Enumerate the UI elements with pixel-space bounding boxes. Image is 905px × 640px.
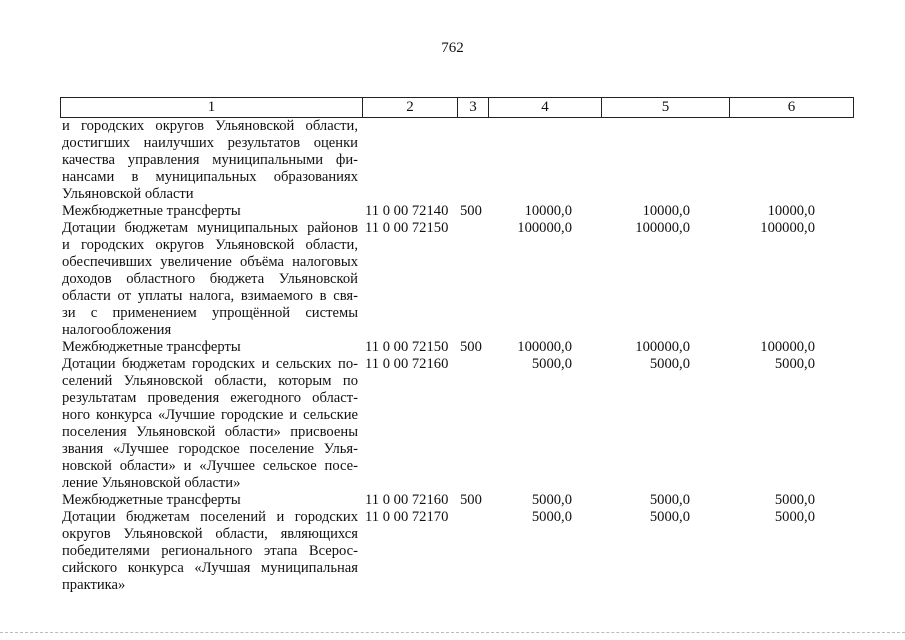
description-line: победителями регионального этапа Всерос- bbox=[62, 543, 358, 559]
row-expense-type bbox=[460, 509, 490, 594]
page-number: 762 bbox=[441, 40, 464, 56]
description-line: новской области» и «Лучшее сельское посе- bbox=[62, 458, 358, 474]
description-line: селений Ульяновской области, которым по bbox=[62, 373, 358, 389]
row-value-col6: 100000,0 bbox=[760, 339, 815, 355]
table-row bbox=[62, 339, 815, 356]
header-col-4: 4 bbox=[489, 98, 602, 117]
row-description bbox=[62, 339, 358, 356]
table-row bbox=[62, 118, 815, 203]
table-body bbox=[62, 118, 815, 594]
description-line: Межбюджетные трансферты bbox=[62, 492, 241, 508]
description-line: звания «Лучшее городское поселение Улья- bbox=[62, 441, 358, 457]
description-line: и городских округов Ульяновской области, bbox=[62, 118, 358, 134]
description-line: ление Ульяновской области» bbox=[62, 475, 241, 491]
row-description bbox=[62, 509, 358, 594]
row-value-col4: 100000,0 bbox=[517, 220, 572, 236]
table-row bbox=[62, 220, 815, 339]
row-code: 11 0 00 72150 bbox=[365, 220, 449, 236]
row-value-col5: 10000,0 bbox=[642, 203, 690, 219]
row-code: 11 0 00 72160 bbox=[365, 356, 449, 372]
row-value-col4: 10000,0 bbox=[524, 203, 572, 219]
row-value-col4: 5000,0 bbox=[531, 356, 572, 372]
row-expense-type bbox=[460, 220, 490, 339]
row-description bbox=[62, 356, 358, 492]
table-row bbox=[62, 509, 815, 594]
row-value-col5 bbox=[572, 118, 690, 203]
description-line: Дотации бюджетам поселений и городских bbox=[62, 509, 358, 525]
description-line: нансами в муниципальных образованиях bbox=[62, 169, 358, 185]
header-col-5: 5 bbox=[602, 98, 730, 117]
description-line: Межбюджетные трансферты bbox=[62, 203, 241, 219]
row-value-col6: 100000,0 bbox=[760, 220, 815, 236]
description-line: поселения Ульяновской области» присвоены bbox=[62, 424, 358, 440]
header-col-6: 6 bbox=[787, 99, 796, 115]
row-value-col6 bbox=[690, 118, 815, 203]
description-line: налогообложения bbox=[62, 322, 172, 338]
row-code: 11 0 00 72140 bbox=[365, 203, 449, 219]
row-value-col5: 5000,0 bbox=[649, 356, 690, 372]
description-line: сийского конкурса «Лучшая муниципальная bbox=[62, 560, 358, 576]
description-line: практика» bbox=[62, 577, 126, 593]
row-code bbox=[358, 118, 460, 203]
description-line: зи с применением упрощённой системы bbox=[62, 305, 358, 321]
description-line: качества управления муниципальными фи- bbox=[62, 152, 358, 168]
row-code: 11 0 00 72170 bbox=[365, 509, 449, 525]
table-row bbox=[62, 203, 815, 220]
table-row bbox=[62, 356, 815, 492]
row-value-col5: 100000,0 bbox=[635, 339, 690, 355]
description-line: Ульяновской области bbox=[62, 186, 194, 202]
row-code: 11 0 00 72160 bbox=[365, 492, 449, 508]
header-col-2: 2 bbox=[363, 98, 458, 117]
description-line: достигших наилучших результатов оценки bbox=[62, 135, 358, 151]
description-line: доходов областного бюджета Ульяновской bbox=[62, 271, 358, 287]
row-value-col6: 5000,0 bbox=[774, 356, 815, 372]
row-value-col4: 5000,0 bbox=[531, 492, 572, 508]
row-value-col5: 5000,0 bbox=[649, 492, 690, 508]
description-line: результатам проведения ежегодного област- bbox=[62, 390, 358, 406]
row-value-col6: 10000,0 bbox=[767, 203, 815, 219]
row-value-col6: 5000,0 bbox=[774, 492, 815, 508]
row-value-col4 bbox=[490, 118, 572, 203]
row-value-col4: 100000,0 bbox=[517, 339, 572, 355]
row-expense-type bbox=[460, 356, 490, 492]
row-description bbox=[62, 118, 358, 203]
row-description bbox=[62, 492, 358, 509]
header-col-3: 3 bbox=[458, 98, 489, 117]
row-expense-type: 500 bbox=[460, 203, 482, 219]
row-code: 11 0 00 72150 bbox=[365, 339, 449, 355]
row-expense-type: 500 bbox=[460, 492, 482, 508]
row-value-col5: 5000,0 bbox=[649, 509, 690, 525]
description-line: Дотации бюджетам городских и сельских по- bbox=[62, 356, 358, 372]
table-header bbox=[60, 97, 854, 118]
description-line: обеспечивших увеличение объёма налоговых bbox=[62, 254, 358, 270]
row-expense-type: 500 bbox=[460, 339, 482, 355]
row-value-col6: 5000,0 bbox=[774, 509, 815, 525]
description-line: округов Ульяновской области, являющихся bbox=[62, 526, 358, 542]
row-value-col5: 100000,0 bbox=[635, 220, 690, 236]
header-col-1: 1 bbox=[61, 98, 363, 117]
table-row bbox=[62, 492, 815, 509]
description-line: Межбюджетные трансферты bbox=[62, 339, 241, 355]
row-value-col4: 5000,0 bbox=[531, 509, 572, 525]
row-expense-type bbox=[460, 118, 490, 203]
scan-edge bbox=[0, 632, 905, 634]
description-line: Дотации бюджетам муниципальных районов bbox=[62, 220, 358, 236]
description-line: области от уплаты налога, взимаемого в свя- bbox=[62, 288, 358, 304]
description-line: и городских округов Ульяновской области, bbox=[62, 237, 358, 253]
row-description bbox=[62, 203, 358, 220]
description-line: ного конкурса «Лучшие городские и сельские bbox=[62, 407, 358, 423]
row-description bbox=[62, 220, 358, 339]
